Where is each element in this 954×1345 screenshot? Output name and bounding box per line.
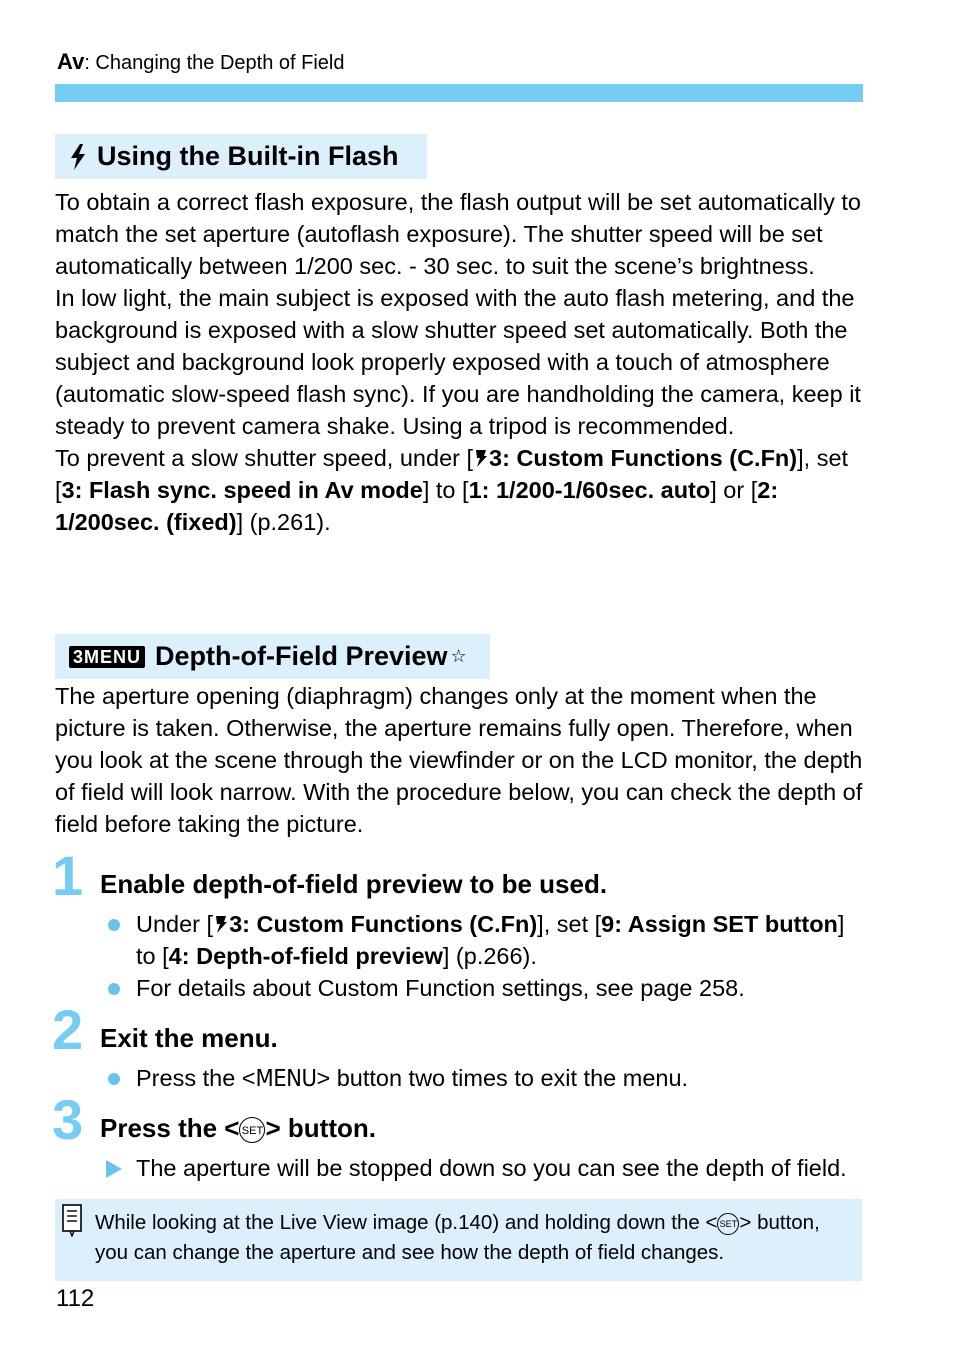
step-number: 2	[52, 998, 84, 1061]
set-button-icon: SET	[717, 1213, 739, 1235]
mode-label: Av	[57, 49, 85, 74]
text-run: For details about Custom Function settings, see page 258.	[136, 975, 745, 1001]
text-run: ] or [	[710, 477, 758, 503]
list-item	[104, 1062, 864, 1094]
option-value: 1: 1/200-1/60sec. auto	[468, 477, 711, 503]
star-icon: ☆	[450, 646, 467, 666]
step-number: 3	[52, 1088, 84, 1151]
note-memo-icon	[61, 1203, 83, 1237]
menu-tab-badge	[69, 646, 145, 668]
option-value: 2: 1/200sec. (fixed)	[55, 477, 779, 535]
custom-function-icon	[213, 914, 229, 934]
text-run: > button.	[265, 1113, 376, 1143]
section-title-dof: Depth-of-Field Preview	[155, 641, 448, 671]
result-arrow-icon	[106, 1160, 122, 1178]
text-run: To prevent a slow shutter speed, under [	[55, 445, 474, 471]
menu-name: 3: Custom Functions (C.Fn)	[489, 445, 798, 471]
option-value: 4: Depth-of-field preview	[168, 943, 443, 969]
note-box	[55, 1199, 862, 1281]
text-run: ], set [	[537, 911, 602, 937]
paragraph: To obtain a correct flash exposure, the flash output will be set automatically to match the set aperture (autoflash exposure). The shutter speed will be set automatically between 1/200 sec. - 30 sec. to suit the scene’s brightness.	[55, 189, 861, 279]
section-title-flash: Using the Built-in Flash	[97, 141, 399, 171]
section-heading-flash	[55, 134, 427, 179]
running-header	[57, 48, 344, 77]
text-run: Press the <	[136, 1065, 256, 1091]
list-item	[104, 972, 864, 1004]
text-run: Press the <	[100, 1113, 240, 1143]
bullet-icon	[108, 983, 120, 995]
step-number: 1	[52, 844, 84, 907]
custom-function-icon	[473, 448, 489, 468]
menu-tab-number: 3	[73, 646, 85, 667]
bullet-icon	[108, 1073, 120, 1085]
header-title: : Changing the Depth of Field	[84, 52, 345, 74]
paragraph: In low light, the main subject is exposed with the auto flash metering, and the background is exposed with a slow shutter speed set automatically. Both the subject and background look properly exposed with a touch of atmosphere (automatic slow-speed flash sync). If you are handholding the camera, keep it steady to prevent camera shake. Using a tripod is recommended.	[55, 285, 861, 439]
step-title: Enable depth-of-field preview to be used.	[100, 869, 608, 899]
header-rule	[55, 84, 863, 102]
text-run: The aperture will be stopped down so you can see the depth of field.	[136, 1155, 847, 1181]
step-title	[100, 1112, 376, 1144]
list-item	[104, 1152, 864, 1184]
paragraph: The aperture opening (diaphragm) changes only at the moment when the picture is taken. Otherwise, the aperture remains fully open. Therefore, when you look at the scene through the viewfinder or on the LCD monitor, the depth of field will look narrow. With the procedure below, you can check the depth of field before taking the picture.	[55, 683, 863, 837]
text-run: > button, you can change the aperture and see how the depth of field changes.	[95, 1211, 820, 1264]
text-run: ] to [	[422, 477, 469, 503]
paragraph	[55, 442, 875, 538]
section-heading-dof	[55, 634, 490, 679]
step-title: Exit the menu.	[100, 1023, 278, 1053]
menu-button-label: MENU	[255, 1064, 317, 1092]
section-body-flash	[55, 186, 875, 538]
section-body-dof	[55, 680, 875, 840]
text-run: Under [	[136, 911, 214, 937]
option-name: 3: Flash sync. speed in Av mode	[61, 477, 423, 503]
set-button-icon: SET	[239, 1117, 265, 1143]
text-run: ] to [	[136, 911, 845, 969]
menu-name: 3: Custom Functions (C.Fn)	[229, 911, 538, 937]
text-run: ], set [	[55, 445, 849, 503]
text-run: ] (p.261).	[236, 509, 331, 535]
menu-tab-label: MENU	[84, 646, 142, 667]
text-run: While looking at the Live View image (p.140) and holding down the <	[95, 1211, 718, 1234]
option-name: 9: Assign SET button	[601, 911, 838, 937]
bullet-icon	[108, 919, 120, 931]
page-number: 112	[56, 1285, 95, 1312]
flash-icon	[69, 144, 87, 170]
list-item	[104, 908, 864, 972]
text-run: ] (p.266).	[442, 943, 537, 969]
text-run: > button two times to exit the menu.	[316, 1065, 689, 1091]
